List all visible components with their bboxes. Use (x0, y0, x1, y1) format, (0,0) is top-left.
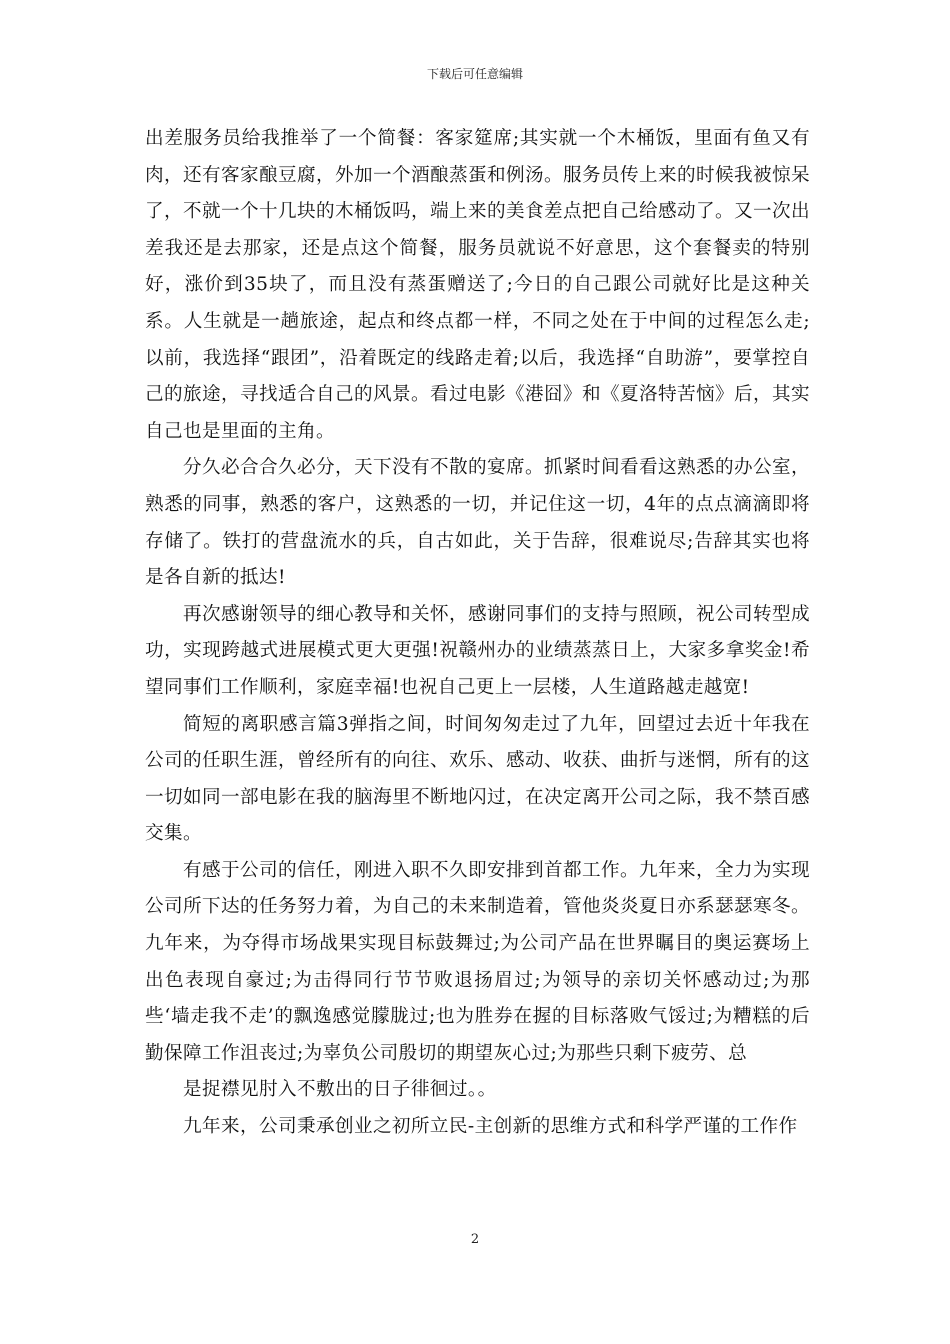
paragraph-5: 有感于公司的信任，刚进入职不久即安排到首都工作。九年来，全力为实现公司所下达的任务努力着，为自己的未来制造着，管他炎炎夏日亦系瑟瑟寒冬。九年来，为夺得市场战果实现目标鼓舞过;为公司产品在世界瞩目的奥运赛场上出色表现自豪过;为击得同行节节败退扬眉过;为领导的亲切关怀感动过;为那些‘墙走我不走’的飘逸感觉朦胧过;也为胜券在握的目标落败气馁过;为糟糕的后勤保障工作沮丧过;为辜负公司殷切的期望灰心过;为那些只剩下疲劳、总 (145, 859, 810, 1064)
paragraph-2: 分久必合合久必分，天下没有不散的宴席。抓紧时间看看这熟悉的办公室，熟悉的同事，熟悉的客户，这熟悉的一切，并记住这一切，4年的点点滴滴即将存储了。铁打的营盘流水的兵，自古如此，关于告辞，很难说尽;告辞其实也将是各自新的抵达! (145, 457, 810, 589)
paragraph-4: 简短的离职感言篇3弹指之间，时间匆匆走过了九年，回望过去近十年我在公司的任职生涯，曾经所有的向往、欢乐、感动、收获、曲折与迷惘，所有的这一切如同一部电影在我的脑海里不断地闪过，在决定离开公司之际，我不禁百感交集。 (145, 713, 810, 845)
document-body (145, 121, 810, 1146)
page-number: 2 (470, 1232, 480, 1247)
page-header: 下载后可任意编辑 (426, 67, 523, 81)
paragraph-1: 出差服务员给我推举了一个简餐：客家筵席;其实就一个木桶饭，里面有鱼又有肉，还有客家酿豆腐，外加一个酒酿蒸蛋和例汤。服务员传上来的时候我被惊呆了，不就一个十几块的木桶饭吗，端上来的美食差点把自己给感动了。又一次出差我还是去那家，还是点这个简餐，服务员就说不好意思，这个套餐卖的特别好，涨价到35块了，而且没有蒸蛋赠送了;今日的自己跟公司就好比是这种关系。人生就是一趟旅途，起点和终点都一样，不同之处在于中间的过程怎么走;以前，我选择“跟团”，沿着既定的线路走着;以后，我选择“自助游”，要掌控自己的旅途，寻找适合自己的风景。看过电影《港囧》和《夏洛特苦恼》后，其实自己也是里面的主角。 (145, 128, 810, 442)
paragraph-3: 再次感谢领导的细心教导和关怀，感谢同事们的支持与照顾，祝公司转型成功，实现跨越式进展模式更大更强!祝赣州办的业绩蒸蒸日上，大家多拿奖金!希望同事们工作顺利，家庭幸福!也祝自己更上一层楼，人生道路越走越宽! (145, 603, 810, 698)
paragraph-6: 是捉襟见肘入不敷出的日子徘徊过。。 (183, 1079, 497, 1101)
paragraph-7: 九年来，公司秉承创业之初所立民-主创新的思维方式和科学严谨的工作作 (183, 1116, 798, 1138)
